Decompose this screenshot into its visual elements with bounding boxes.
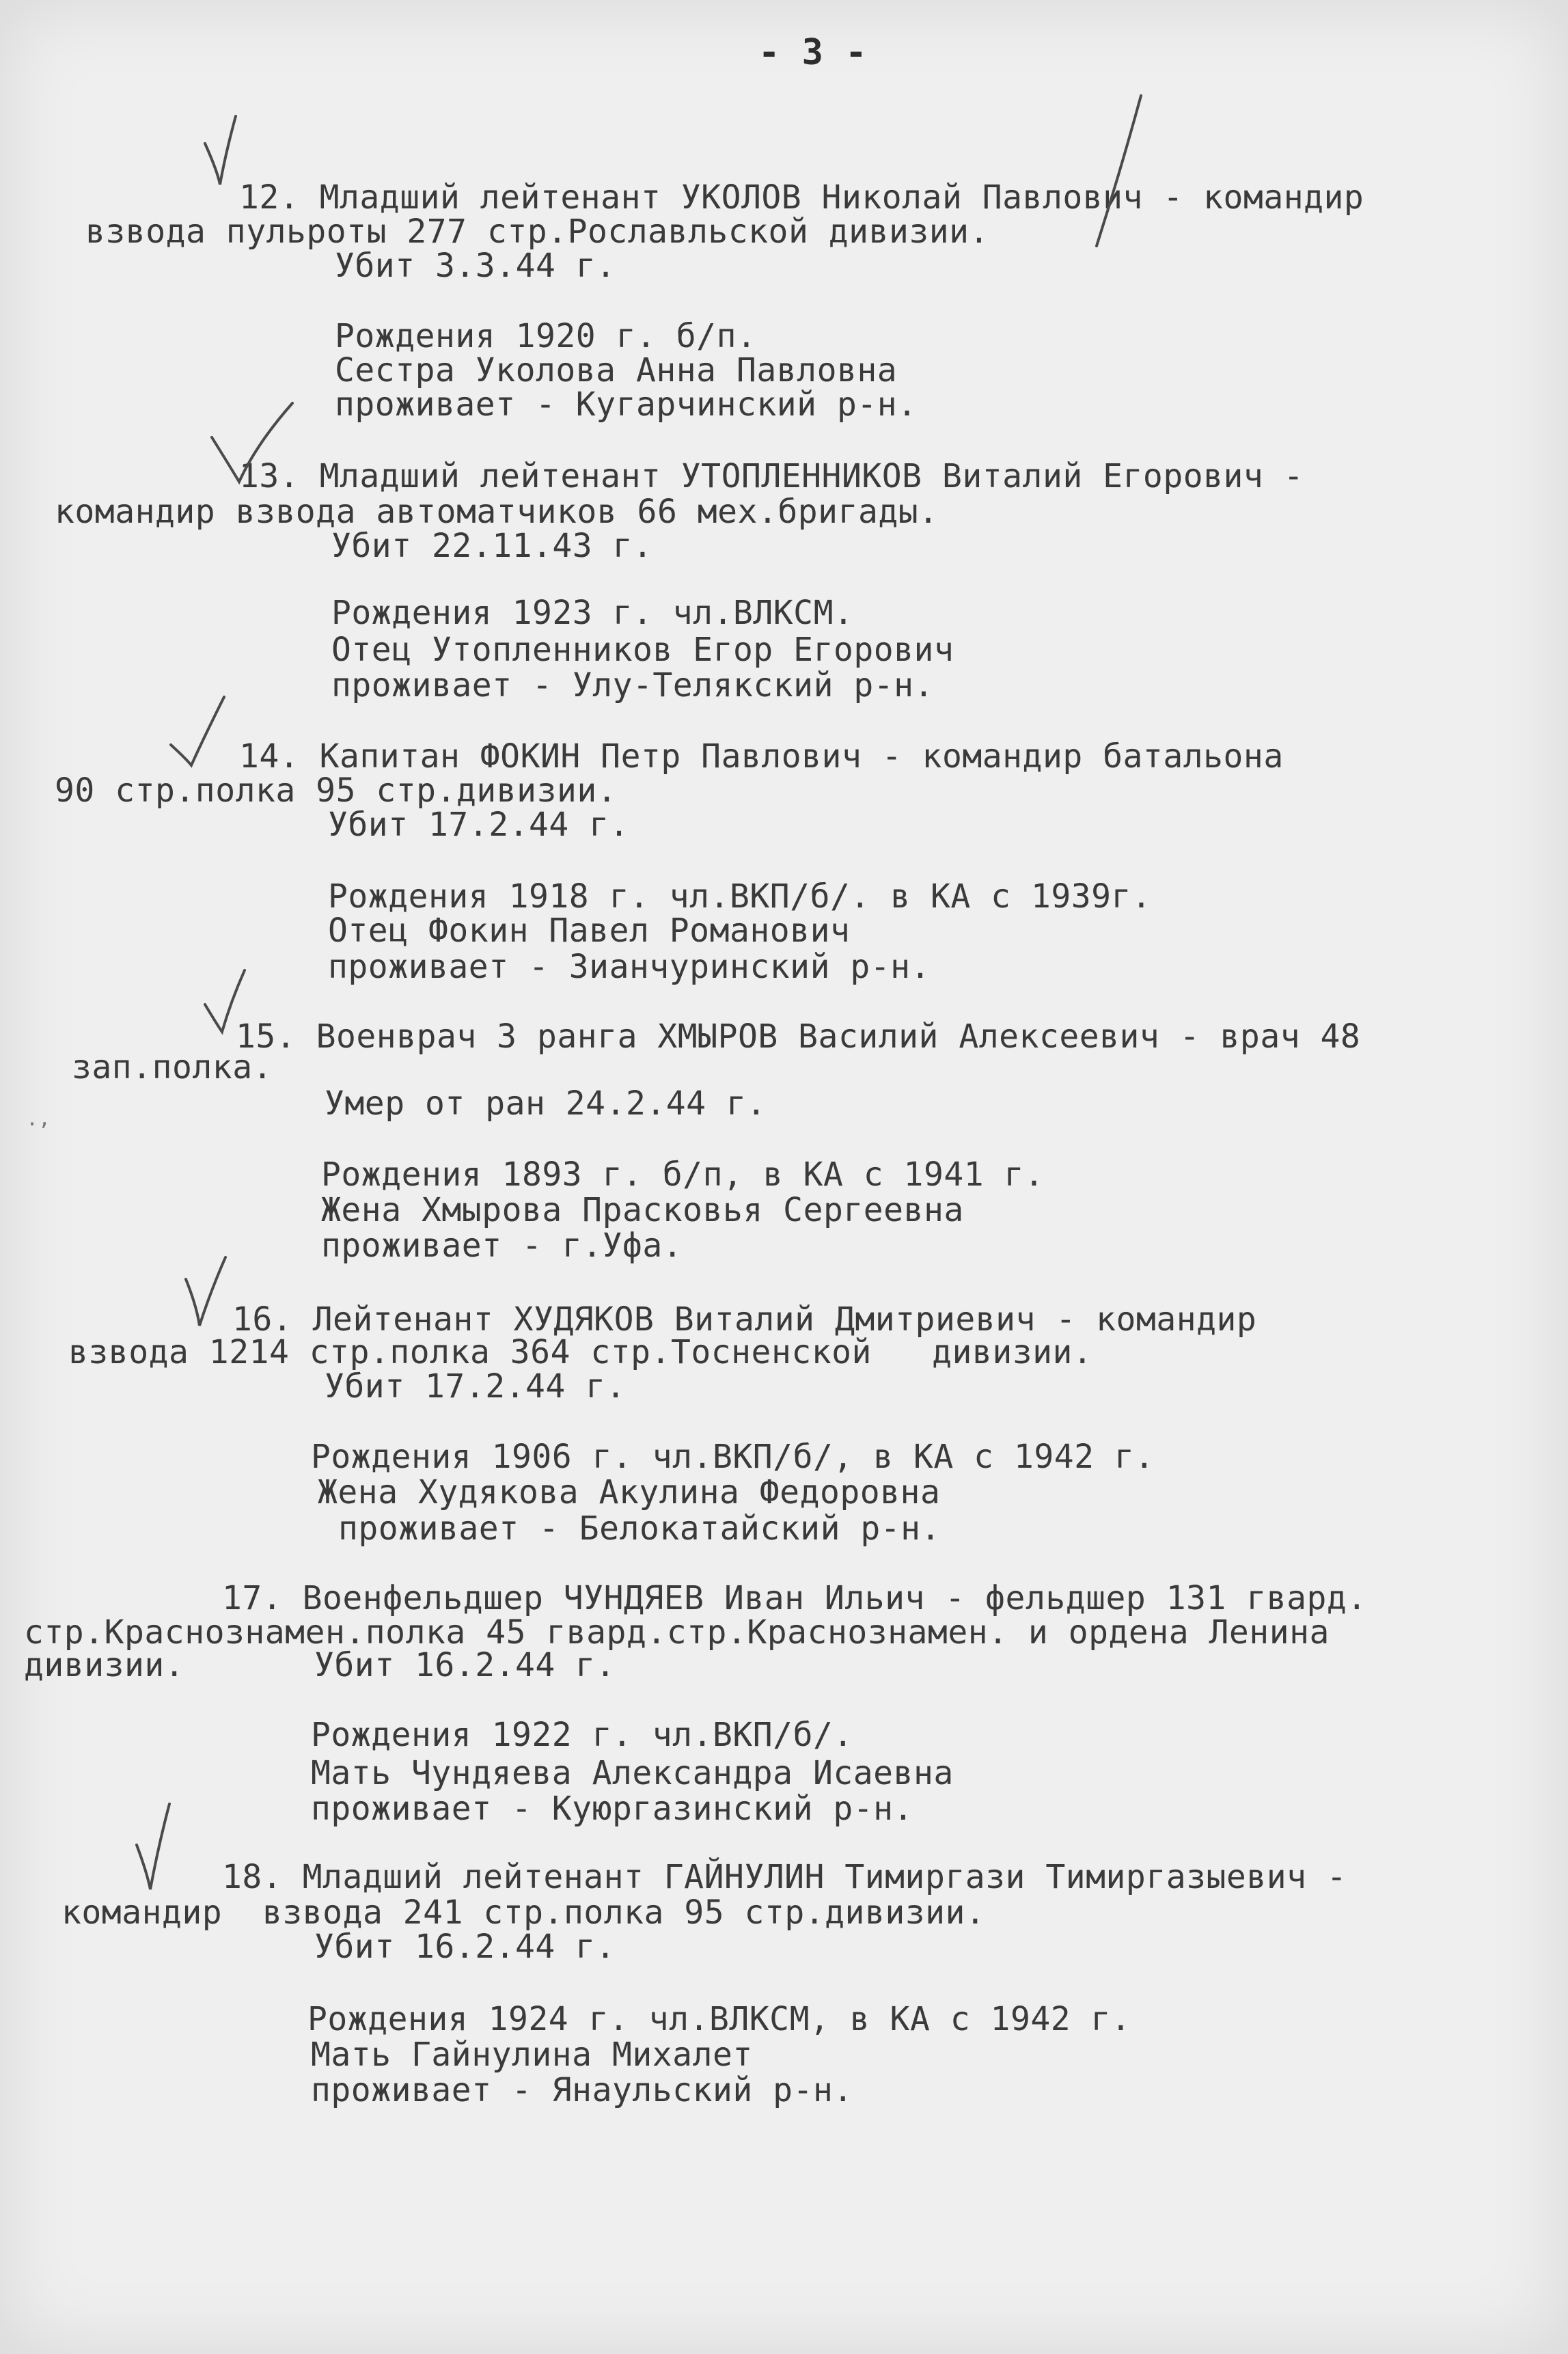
entry-line: проживает - Янаульский р-н. [311,2071,853,2109]
entry-line: взвода пульроты 277 стр.Рославльской дивизии. [85,213,989,251]
entry-line: 17. Военфельдшер ЧУНДЯЕВ Иван Ильич - фельдшер 131 гвард. [222,1579,1367,1617]
check-mark [137,1804,169,1889]
pencil-stroke [1097,96,1141,246]
entry-line: Рождения 1922 г. чл.ВКП/б/. [311,1716,853,1754]
entry-line: 12. Младший лейтенант УКОЛОВ Николай Павлович - командир [239,178,1364,217]
check-mark [205,116,236,184]
entry-line: Убит 17.2.44 г. [328,806,629,844]
entry-line: 90 стр.полка 95 стр.дивизии. [55,771,618,810]
entry-line: 13. Младший лейтенант УТОПЛЕННИКОВ Виталий Егорович - [239,457,1304,495]
entry-line: проживает - Улу-Телякский р-н. [331,666,934,704]
entry-line: Мать Гайнулина Михалет [311,2036,753,2074]
entry-line: Рождения 1893 г. б/п, в КА с 1941 г. [321,1155,1045,1194]
page-number: - 3 - [758,32,868,73]
entry-line: проживает - Кугарчинский р-н. [335,385,918,424]
entry-line: Убит 3.3.44 г. [335,247,616,285]
entry-line: проживает - Белокатайский р-н. [338,1509,941,1548]
entry-line: Жена Хмырова Прасковья Сергеевна [321,1191,964,1229]
entry-line: Рождения 1920 г. б/п. [335,317,757,355]
entry-line: проживает - Куюргазинский р-н. [311,1790,913,1828]
entry-line: Мать Чундяева Александра Исаевна [311,1754,954,1792]
check-mark [171,697,224,765]
entry-line: проживает - г.Уфа. [321,1227,683,1265]
entry-line: Жена Худякова Акулина Федоровна [318,1473,941,1511]
entry-line: 16. Лейтенант ХУДЯКОВ Виталий Дмитриевич - командир [232,1300,1257,1339]
entry-line: Рождения 1906 г. чл.ВКП/б/, в КА с 1942 г. [311,1438,1155,1476]
entry-line: Отец Утопленников Егор Егорович [331,631,954,669]
entry-line: проживает - Зианчуринский р-н. [328,948,931,986]
entry-line: 18. Младший лейтенант ГАЙНУЛИН Тимиргази Тимиргазыевич - [222,1858,1347,1896]
entry-line: Умер от ран 24.2.44 г. [325,1084,767,1123]
check-mark [186,1257,225,1326]
entry-line: Убит 17.2.44 г. [325,1367,626,1406]
entry-line: Рождения 1923 г. чл.ВЛКСМ. [331,594,854,632]
entry-line: Сестра Уколова Анна Павловна [335,351,898,389]
entry-line: командир взвода автоматчиков 66 мех.бригады. [55,493,939,531]
entry-line: дивизии. [24,1646,185,1684]
entry-line: Убит 16.2.44 г. [314,1928,616,1966]
entry-line: стр.Краснознамен.полка 45 гвард.стр.Краснознамен. и ордена Ленина [24,1613,1330,1652]
entry-line: Рождения 1924 г. чл.ВЛКСМ, в КА с 1942 г. [307,2000,1131,2038]
entry-line: Убит 16.2.44 г. [314,1646,616,1684]
entry-line: зап.полка. [72,1048,273,1086]
stray-mark: ., [26,1107,51,1131]
entry-line: Рождения 1918 г. чл.ВКП/б/. в КА с 1939г. [328,877,1152,916]
entry-line: командир взвода 241 стр.полка 95 стр.дивизии. [61,1893,986,1932]
entry-line: Убит 22.11.43 г. [331,527,653,565]
entry-line: 14. Капитан ФОКИН Петр Павлович - командир батальона [239,737,1284,776]
entry-line: взвода 1214 стр.полка 364 стр.Тосненской дивизии. [68,1333,1093,1371]
entry-line: 15. Военврач 3 ранга ХМЫРОВ Василий Алексеевич - врач 48 [236,1017,1361,1056]
entry-line: Отец Фокин Павел Романович [328,912,851,950]
